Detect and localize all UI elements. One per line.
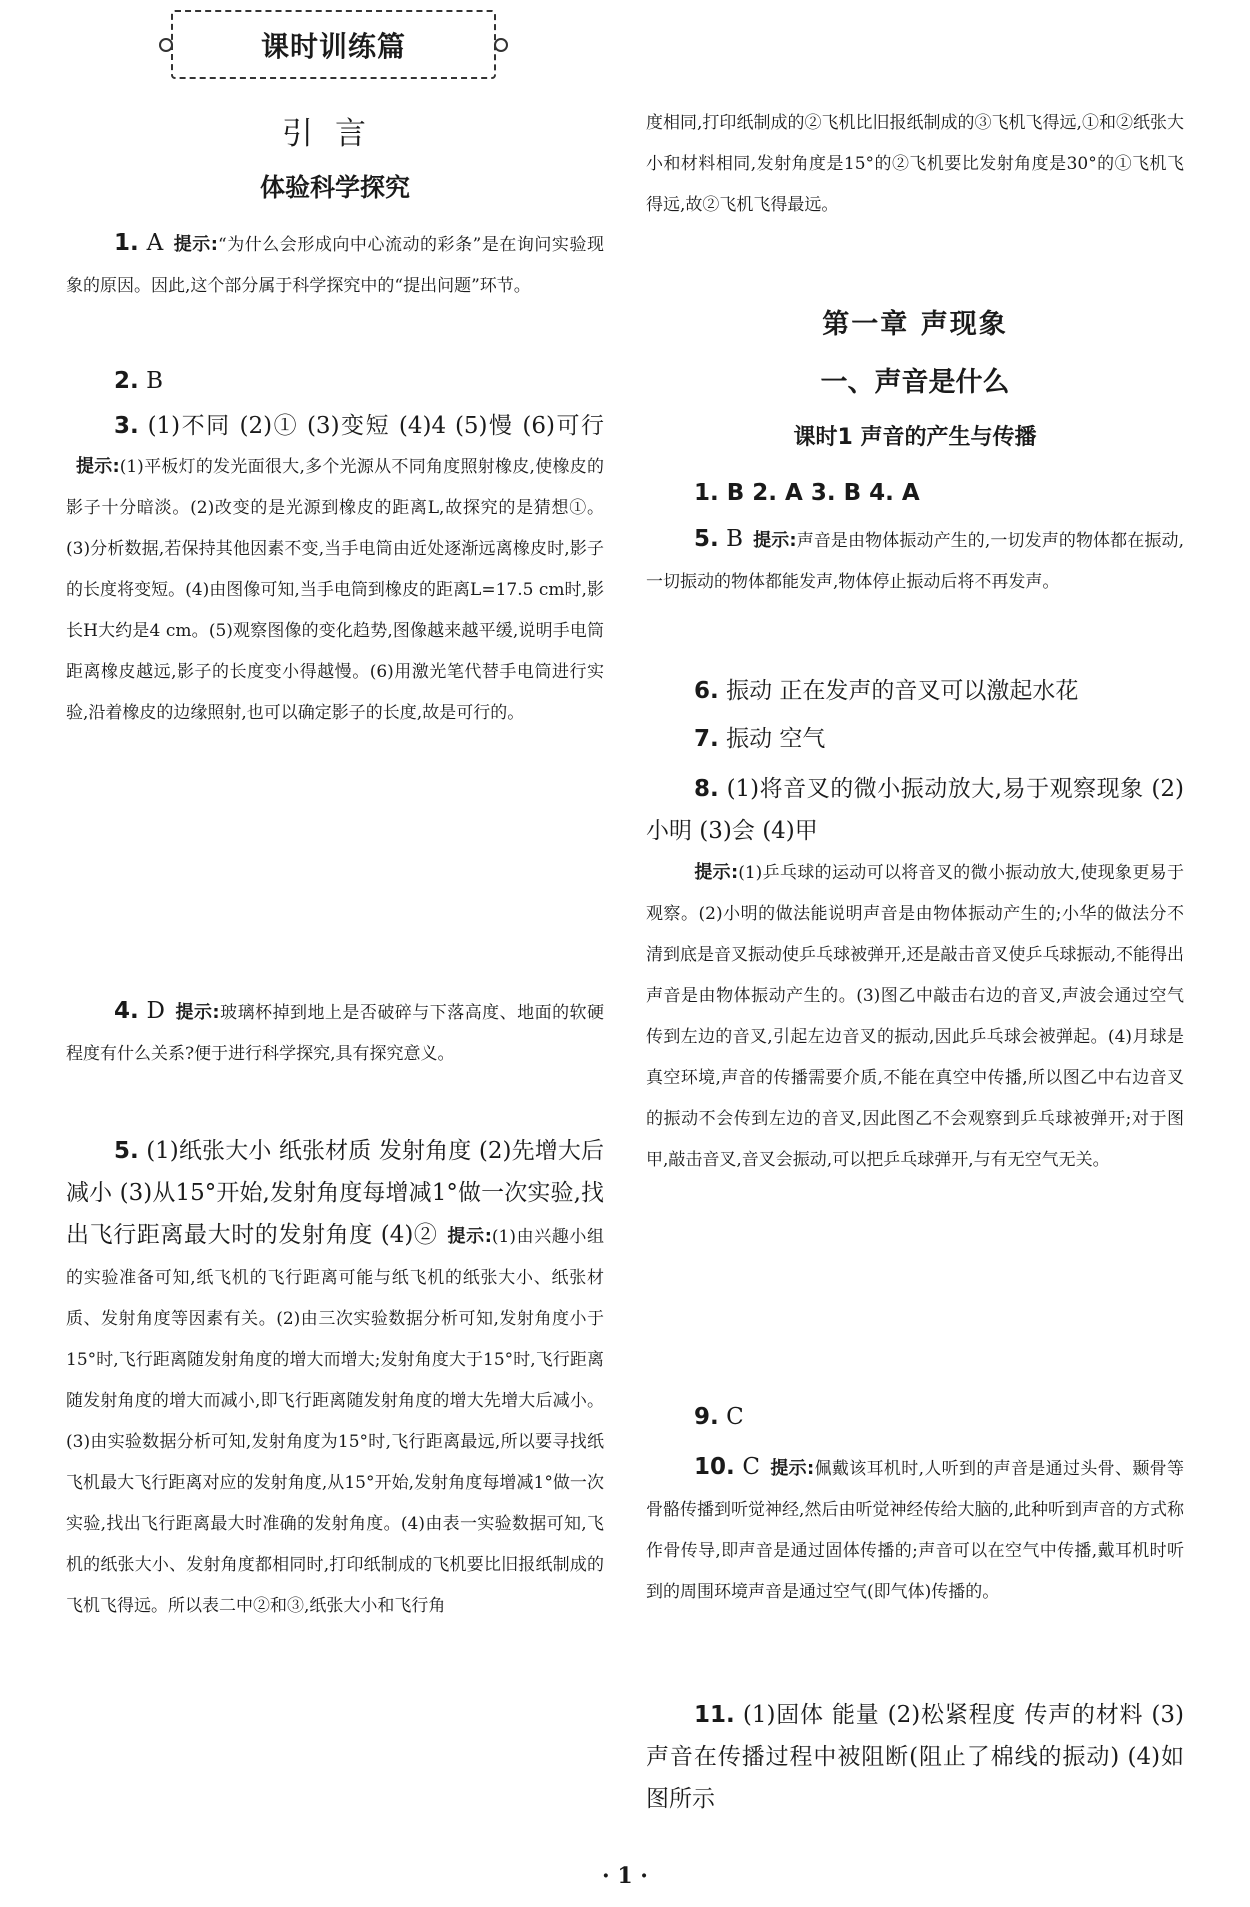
answer-number: 10. — [694, 1454, 735, 1480]
answer-choice: D — [146, 998, 165, 1024]
answer-text: 振动 正在发声的音叉可以激起水花 — [726, 678, 1079, 704]
answer-r11 — [646, 1694, 1184, 1820]
answer-1 — [66, 222, 604, 307]
answer-number: 1. — [114, 230, 139, 256]
hint-text: 声音是由物体振动产生的,一切发声的物体都在振动,一切振动的物体都能发声,物体停止振动后将不再发声。 — [646, 531, 1185, 592]
answer-choice: B — [726, 526, 744, 552]
hint-text: (1)平板灯的发光面很大,多个光源从不同角度照射橡皮,使橡皮的影子十分暗淡。(2)改变的是光源到橡皮的距离L,故探究的是猜想①。(3)分析数据,若保持其他因素不变,当手电筒由近处逐渐远离橡皮时,影子的长度将变短。(4)由图像可知,当手电筒到橡皮的距离L=17.5 cm时,影长H大约是4 cm。(5)观察图像的变化趋势,图像越来越平缓,说明手电筒距离橡皮越远,影子的长度变小得越慢。(6)用激光笔代替手电筒进行实验,沿着橡皮的边缘照射,也可以确定影子的长度,故是可行的。 — [66, 457, 605, 723]
answer-5 — [66, 1130, 604, 1627]
answer-r6 — [646, 670, 1184, 712]
answer-choice: B — [146, 368, 163, 394]
answers-1-4 — [646, 472, 1184, 514]
hint-label: 提示: — [770, 1458, 815, 1479]
answer-text: (1)固体 能量 (2)松紧程度 传声的材料 (3)声音在传播过程中被阻断(阻止了棉线的振动) (4)如图所示 — [646, 1702, 1184, 1812]
answer-choice: (1)纸张大小 纸张材质 发射角度 (2)先增大后减小 (3)从15°开始,发射角度每增减1°做一次实验,找出飞行距离最大时的发射角度 (4)② — [66, 1138, 605, 1248]
answer-2 — [66, 360, 604, 402]
section-title: 一、声音是什么 — [820, 367, 1010, 398]
hint-text: (1)由兴趣小组的实验准备可知,纸飞机的飞行距离可能与纸飞机的纸张大小、纸张材质、发射角度等因素有关。(2)由三次实验数据分析可知,发射角度小于15°时,飞行距离随发射角度的增大而增大;发射角度大于15°时,飞行距离随发射角度的增大而减小,即飞行距离随发射角度的增大先增大后减小。(3)由实验数据分析可知,发射角度为15°时,飞行距离最远,所以要寻找纸飞机最大飞行距离对应的发射角度,从15°开始,发射角度每增减1°做一次实验,找出飞行距离最大时准确的发射角度。(4)由表一实验数据可知,飞机的纸张大小、发射角度都相同时,打印纸制成的飞机要比旧报纸制成的飞机飞得远。所以表二中②和③,纸张大小和飞行角 — [66, 1227, 604, 1616]
answer-text: (1)将音叉的微小振动放大,易于观察现象 (2)小明 (3)会 (4)甲 — [646, 776, 1185, 844]
lesson-title: 课时1 声音的产生与传播 — [793, 425, 1037, 450]
answer-number: 3. — [114, 413, 139, 439]
chapter-title: 第一章 声现象 — [822, 309, 1008, 340]
answer-choice: C — [742, 1454, 761, 1480]
continued-hint-text: 度相同,打印纸制成的②飞机比旧报纸制成的③飞机飞得远,①和②纸张大小和材料相同,发射角度是15°的②飞机要比发射角度是30°的①飞机飞得远,故②飞机飞得最远。 — [646, 113, 1184, 215]
hint-label: 提示: — [76, 456, 120, 477]
answer-number: 6. — [694, 678, 719, 704]
answer-r10 — [646, 1446, 1184, 1613]
hint-text: “为什么会形成向中心流动的彩条”是在询问实验现象的原因。因此,这个部分属于科学探究中的“提出问题”环节。 — [66, 235, 604, 296]
page-number: · 1 · — [602, 1863, 648, 1889]
answer-r7 — [646, 718, 1184, 760]
answer-number: 11. — [694, 1702, 735, 1728]
hint-text: 佩戴该耳机时,人听到的声音是通过头骨、颞骨等骨骼传播到听觉神经,然后由听觉神经传给大脑的,此种听到声音的方式称作骨传导,即声音是通过固体传播的;声音可以在空气中传播,戴耳机时听到的周围环境声音是通过空气(即气体)传播的。 — [646, 1459, 1185, 1602]
answer-number: 7. — [694, 726, 719, 752]
hint-text: 玻璃杯掉到地上是否破碎与下落高度、地面的软硬程度有什么关系?便于进行科学探究,具有探究意义。 — [66, 1003, 605, 1064]
answer-r5 — [646, 518, 1184, 603]
hint-label: 提示: — [753, 530, 797, 551]
answer-r9 — [646, 1396, 1184, 1438]
hint-label: 提示: — [694, 862, 739, 883]
answer-line: 1. B 2. A 3. B 4. A — [694, 480, 920, 506]
answer-text: 振动 空气 — [726, 726, 826, 752]
answer-number: 4. — [114, 998, 139, 1024]
intro-title: 引言 — [282, 116, 388, 152]
answer-number: 2. — [114, 368, 139, 394]
answer-choice: A — [146, 230, 164, 256]
answer-4 — [66, 990, 604, 1075]
answer-3 — [66, 405, 604, 734]
hint-label: 提示: — [447, 1226, 492, 1247]
intro-subtitle: 体验科学探究 — [259, 173, 410, 202]
answer-number: 9. — [694, 1404, 719, 1430]
answer-r8 — [646, 768, 1184, 1181]
hint-label: 提示: — [173, 234, 218, 255]
answer-number: 5. — [114, 1138, 139, 1164]
hint-label: 提示: — [175, 1002, 220, 1023]
section-banner: 课时训练篇 — [171, 10, 496, 79]
hint-text: (1)乒乓球的运动可以将音叉的微小振动放大,使现象更易于观察。(2)小明的做法能说明声音是由物体振动产生的;小华的做法分不清到底是音叉振动使乒乓球被弹开,还是敲击音叉使乒乓球振动,不能得出声音是由物体振动产生的。(3)图乙中敲击右边的音叉,声波会通过空气传到左边的音叉,引起左边音叉的振动,因此乒乓球会被弹起。(4)月球是真空环境,声音的传播需要介质,不能在真空中传播,所以图乙中右边音叉的振动不会传到左边的音叉,因此图乙不会观察到乒乓球被弹开;对于图甲,敲击音叉,音叉会振动,可以把乒乓球弹开,与有无空气无关。 — [646, 863, 1185, 1170]
answer-number: 8. — [694, 776, 719, 802]
answer-choice: (1)不同 (2)① (3)变短 (4)4 (5)慢 (6)可行 — [147, 413, 604, 439]
answer-number: 5. — [694, 526, 719, 552]
answer-choice: C — [726, 1404, 744, 1430]
